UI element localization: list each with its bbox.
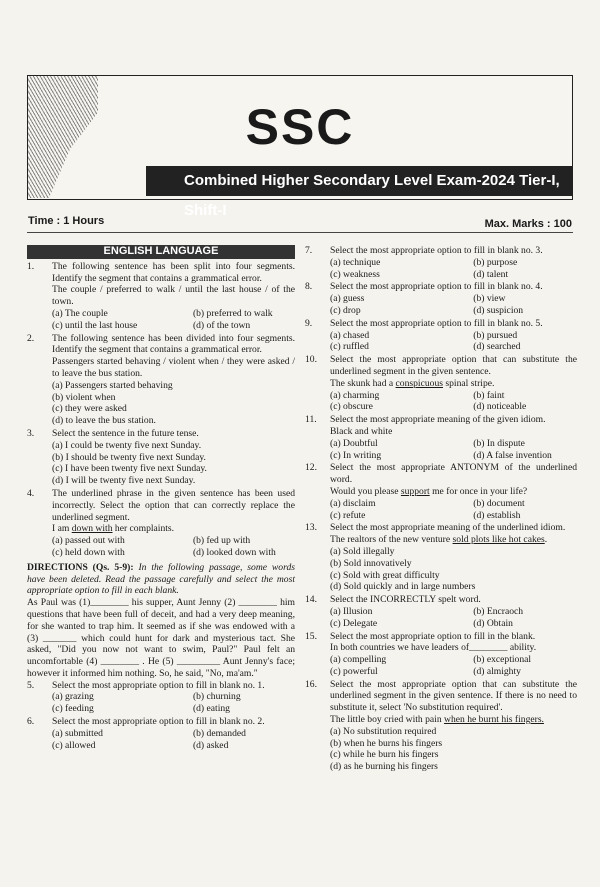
idiom-text: Black and white <box>330 425 393 437</box>
underlined-segment: when he burnt his fingers. <box>444 714 544 726</box>
option-d[interactable]: (d) almighty <box>473 665 521 677</box>
option-b[interactable]: (b) view <box>473 293 506 305</box>
max-marks-label: Max. Marks : 100 <box>484 218 572 230</box>
option-d[interactable]: (d) to leave the bus station. <box>52 415 156 427</box>
question-number: 7. <box>305 245 313 256</box>
question-8 <box>305 281 577 316</box>
underlined-word: conspicuous <box>395 377 443 389</box>
option-a[interactable]: (a) Illusion <box>330 605 373 617</box>
left-column <box>27 245 295 752</box>
option-a[interactable]: (a) No substitution required <box>330 725 437 737</box>
option-b[interactable]: (b) In dispute <box>473 437 525 449</box>
question-number: 1. <box>27 260 35 272</box>
question-number: 3. <box>27 427 35 439</box>
option-d[interactable]: (d) of the town <box>192 319 251 331</box>
option-d[interactable]: (d) Obtain <box>473 617 513 629</box>
option-b[interactable]: (b) demanded <box>192 727 246 739</box>
question-number: 5. <box>27 679 35 691</box>
question-10 <box>305 354 577 413</box>
option-c[interactable]: (c) feeding <box>52 703 94 715</box>
option-b[interactable]: (b) preferred to walk <box>192 307 273 319</box>
section-heading: ENGLISH LANGUAGE <box>27 245 295 259</box>
question-text: Select the most appropriate option to fill in blank no. 4. <box>330 281 543 293</box>
option-d[interactable]: (d) A false invention <box>473 449 552 461</box>
option-d[interactable]: (d) searched <box>473 341 521 353</box>
option-b[interactable]: (b) violent when <box>52 391 116 403</box>
option-a[interactable]: (a) Passengers started behaving <box>52 379 173 391</box>
directions-label: DIRECTIONS (Qs. 5-9): <box>27 561 134 573</box>
option-b[interactable]: (b) churning <box>192 691 241 703</box>
question-text: Select the INCORRECTLY spelt word. <box>330 594 481 606</box>
question-9 <box>305 318 577 353</box>
option-c[interactable]: (c) drop <box>330 304 361 316</box>
passage: As Paul was (1)________ his supper, Aunt Jenny (2) ________ him questions that have been full of deceit, and had a very deep meaning, for she wanted to trap him. It seemed as if she was endowed with a (3) _______ which could hunt for dark and mysterious tact. She asked, "Did you now not want to swim, Paul?" Paul felt an uncomfortable (4) ________ . He (5) _________ Aunt Jenny's face; however it informed him nothing. So, he said, "No, ma'am." <box>27 597 295 679</box>
question-2 <box>27 333 295 427</box>
option-b[interactable]: (b) purpose <box>473 256 518 268</box>
option-a[interactable]: (a) submitted <box>52 727 103 739</box>
sentence-pre: I am <box>52 523 72 535</box>
option-c[interactable]: (c) ruffled <box>330 341 369 353</box>
question-text: The underlined phrase in the given sentence has been used incorrectly. Select the option that can correctly replace the underlined segment. <box>52 487 295 523</box>
question-text: The following sentence has been split into four segments. Identify the segment that contains a grammatical error. <box>52 260 295 284</box>
question-number: 9. <box>305 317 313 329</box>
question-number: 13. <box>305 522 317 534</box>
question-number: 2. <box>27 332 35 344</box>
directions-text: In the following passage, some words have been deleted. Read the passage carefully and select the most appropriate option to fill in each blank. <box>27 561 296 597</box>
exam-name: Combined Higher Secondary Level Exam-2024 Tier-I, Shift-I <box>146 166 572 196</box>
underlined-word: support <box>400 485 430 497</box>
option-c[interactable]: (c) Sold with great difficulty <box>330 569 440 581</box>
question-12 <box>305 462 577 521</box>
sentence-post: me for once in your life? <box>429 485 528 497</box>
option-a[interactable]: (a) grazing <box>52 691 94 703</box>
question-sentence <box>330 714 577 726</box>
sentence-post: spinal stripe. <box>442 377 495 389</box>
underlined-idiom: sold plots like hot cakes <box>452 534 545 546</box>
question-number: 6. <box>27 716 35 728</box>
question-text: Select the most appropriate option to fill in blank no. 5. <box>330 317 543 329</box>
question-text: Select the most appropriate option that can substitute the underlined segment in the given sentence. If there is no need to substitute it, select 'No substitution required'. <box>330 678 577 714</box>
option-a[interactable]: (a) I could be twenty five next Sunday. <box>52 439 202 451</box>
option-a[interactable]: (a) compelling <box>330 654 387 666</box>
question-sentence <box>330 534 577 546</box>
option-c[interactable]: (c) Delegate <box>330 617 378 629</box>
question-number: 12. <box>305 462 317 474</box>
time-label: Time : 1 Hours <box>28 215 105 227</box>
option-d[interactable]: (d) as he burning his fingers <box>330 761 438 773</box>
sentence-pre: Would you please <box>330 485 401 497</box>
question-14 <box>305 594 577 629</box>
option-d[interactable]: (d) Sold quickly and in large numbers <box>330 581 476 593</box>
option-d[interactable]: (d) asked <box>192 739 229 751</box>
option-b[interactable]: (b) fed up with <box>192 535 251 547</box>
option-b[interactable]: (b) I should be twenty five next Sunday. <box>52 451 206 463</box>
question-sentence <box>330 378 577 390</box>
question-11 <box>305 414 577 461</box>
question-sentence: In both countries we have leaders of________ ability. <box>330 642 537 654</box>
option-c[interactable]: (c) they were asked <box>52 403 127 415</box>
option-a[interactable]: (a) Doubtful <box>330 437 378 449</box>
option-d[interactable]: (d) noticeable <box>473 401 527 413</box>
question-text: The following sentence has been divided into four segments. Identify the segment that contains a grammatical error. <box>52 332 295 356</box>
option-b[interactable]: (b) faint <box>473 389 505 401</box>
option-c[interactable]: (c) I have been twenty five next Sunday. <box>52 463 207 475</box>
option-c[interactable]: (c) until the last house <box>52 319 138 331</box>
sentence-pre: The realtors of the new venture <box>330 534 453 546</box>
question-13 <box>305 522 577 593</box>
question-text: Select the most appropriate option to fill in the blank. <box>330 630 536 642</box>
option-a[interactable]: (a) passed out with <box>52 535 125 547</box>
question-number: 16. <box>305 678 317 690</box>
option-b[interactable]: (b) Encraoch <box>473 605 524 617</box>
right-column <box>305 245 577 774</box>
option-c[interactable]: (c) held down with <box>52 546 125 558</box>
question-sentence <box>330 486 577 498</box>
question-number: 14. <box>305 594 317 606</box>
question-text: Select the most appropriate meaning of the underlined idiom. <box>330 522 566 534</box>
option-a[interactable]: (a) charming <box>330 389 380 401</box>
option-a[interactable]: (a) chased <box>330 329 370 341</box>
option-c[interactable]: (c) weakness <box>330 268 380 280</box>
exam-banner <box>27 75 573 219</box>
question-number: 15. <box>305 630 317 642</box>
option-c[interactable]: (c) powerful <box>330 665 378 677</box>
question-3 <box>27 428 295 487</box>
question-sentence: The couple / preferred to walk / until the last house / of the town. <box>52 284 295 308</box>
option-b[interactable]: (b) Sold innovatively <box>330 557 412 569</box>
option-b[interactable]: (b) exceptional <box>473 654 532 666</box>
question-number: 8. <box>305 281 313 293</box>
option-d[interactable]: (d) suspicion <box>473 304 524 316</box>
question-5 <box>27 680 295 715</box>
option-c[interactable]: (c) refute <box>330 509 366 521</box>
question-text: Select the most appropriate option to fill in blank no. 2. <box>52 716 265 728</box>
option-c[interactable]: (c) obscure <box>330 401 373 413</box>
banner-title: SSC <box>245 99 355 155</box>
option-b[interactable]: (b) pursued <box>473 329 518 341</box>
question-text: Select the most appropriate option that can substitute the underlined segment in the given sentence. <box>330 354 577 377</box>
question-15 <box>305 631 577 678</box>
question-number: 11. <box>305 414 317 426</box>
question-sentence: Passengers started behaving / violent when / they were asked / to leave the bus station. <box>52 356 295 379</box>
option-a[interactable]: (a) disclaim <box>330 497 376 509</box>
option-d[interactable]: (d) talent <box>473 268 509 280</box>
question-1 <box>27 261 295 332</box>
sentence-post: her complaints. <box>112 523 175 535</box>
question-6 <box>27 716 295 751</box>
sentence-pre: The skunk had a <box>330 377 396 389</box>
option-b[interactable]: (b) when he burns his fingers <box>330 737 443 749</box>
question-text: Select the most appropriate option to fill in blank no. 1. <box>52 679 265 691</box>
option-a[interactable]: (a) technique <box>330 256 381 268</box>
question-number: 4. <box>27 487 35 499</box>
header-divider <box>27 232 573 233</box>
option-d[interactable]: (d) establish <box>473 509 521 521</box>
directions <box>27 562 295 597</box>
question-16 <box>305 679 577 773</box>
option-a[interactable]: (a) The couple <box>52 307 108 319</box>
question-7 <box>305 245 577 280</box>
option-d[interactable]: (d) I will be twenty five next Sunday. <box>52 475 196 487</box>
option-c[interactable]: (c) while he burn his fingers <box>330 749 439 761</box>
option-c[interactable]: (c) allowed <box>52 739 96 751</box>
option-a[interactable]: (a) Sold illegally <box>330 545 395 557</box>
option-c[interactable]: (c) In writing <box>330 449 382 461</box>
option-d[interactable]: (d) eating <box>192 703 230 715</box>
question-sentence <box>52 523 295 535</box>
underlined-phrase: down with <box>71 523 113 535</box>
sentence-pre: The little boy cried with pain <box>330 714 445 726</box>
sentence-post: . <box>544 534 548 546</box>
question-number: 10. <box>305 354 317 366</box>
option-a[interactable]: (a) guess <box>330 293 365 305</box>
question-text: Select the most appropriate meaning of the given idiom. <box>330 414 546 426</box>
question-text: Select the most appropriate ANTONYM of the underlined word. <box>330 462 577 486</box>
option-b[interactable]: (b) document <box>473 497 525 509</box>
question-4 <box>27 488 295 559</box>
question-text: Select the sentence in the future tense. <box>52 427 199 439</box>
option-d[interactable]: (d) looked down with <box>192 546 276 558</box>
question-text: Select the most appropriate option to fill in blank no. 3. <box>330 245 543 256</box>
